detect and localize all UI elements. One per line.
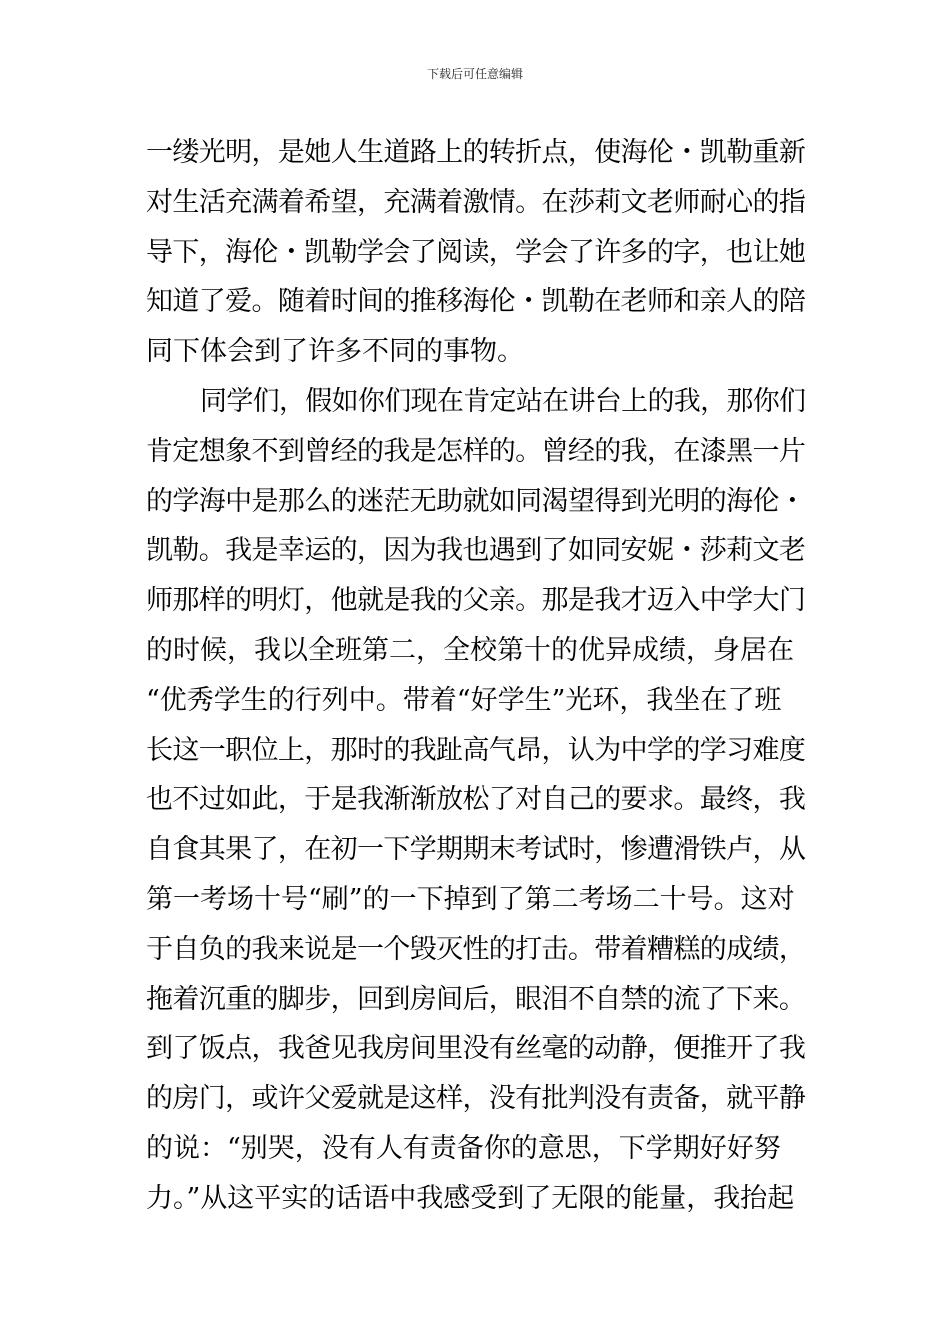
text-line: 也不过如此，于是我渐渐放松了对自己的要求。最终，我	[146, 784, 806, 816]
header-note: 下载后可任意编辑	[426, 67, 523, 81]
text-line: 知道了爱。随着时间的推移海伦・凯勒在老师和亲人的陪	[146, 286, 806, 318]
text-line: 师那样的明灯，他就是我的父亲。那是我才迈入中学大门	[146, 585, 806, 617]
text-line: 第一考场十号“刷”的一下掉到了第二考场二十号。这对	[146, 883, 795, 915]
text-line: 的时候，我以全班第二，全校第十的优异成绩，身居在	[146, 634, 794, 666]
text-line: 拖着沉重的脚步，回到房间后，眼泪不自禁的流了下来。	[146, 983, 806, 1015]
text-line: 于自负的我来说是一个毁灭性的打击。带着糟糕的成绩，	[146, 933, 806, 965]
text-line: 同学们，假如你们现在肯定站在讲台上的我，那你们	[200, 385, 806, 417]
text-line: 长这一职位上，那时的我趾高气昂，认为中学的学习难度	[146, 734, 806, 766]
text-line: 自食其果了，在初一下学期期末考试时，惨遭滑铁卢，从	[146, 834, 806, 866]
text-line: 的学海中是那么的迷茫无助就如同渴望得到光明的海伦・	[146, 485, 806, 517]
text-line: 对生活充满着希望，充满着激情。在莎莉文老师耐心的指	[146, 186, 806, 218]
text-line: 导下，海伦・凯勒学会了阅读，学会了许多的字，也让她	[146, 236, 806, 268]
text-line: 力。”从这平实的话语中我感受到了无限的能量，我抬起	[146, 1182, 795, 1214]
body-text	[146, 128, 806, 1224]
text-line: 凯勒。我是幸运的，因为我也遇到了如同安妮・莎莉文老	[146, 535, 806, 567]
text-line: 肯定想象不到曾经的我是怎样的。曾经的我，在漆黑一片	[146, 435, 806, 467]
text-line: “优秀学生的行列中。带着“好学生”光环，我坐在了班	[146, 684, 782, 716]
text-line: 的说：“别哭，没有人有责备你的意思，下学期好好努	[146, 1132, 781, 1164]
text-line: 的房门，或许父爱就是这样，没有批判没有责备，就平静	[146, 1083, 806, 1115]
text-line: 同下体会到了许多不同的事物。	[146, 336, 524, 368]
text-line: 一缕光明，是她人生道路上的转折点，使海伦・凯勒重新	[146, 137, 806, 168]
text-line: 到了饭点，我爸见我房间里没有丝毫的动静，便推开了我	[146, 1033, 806, 1065]
